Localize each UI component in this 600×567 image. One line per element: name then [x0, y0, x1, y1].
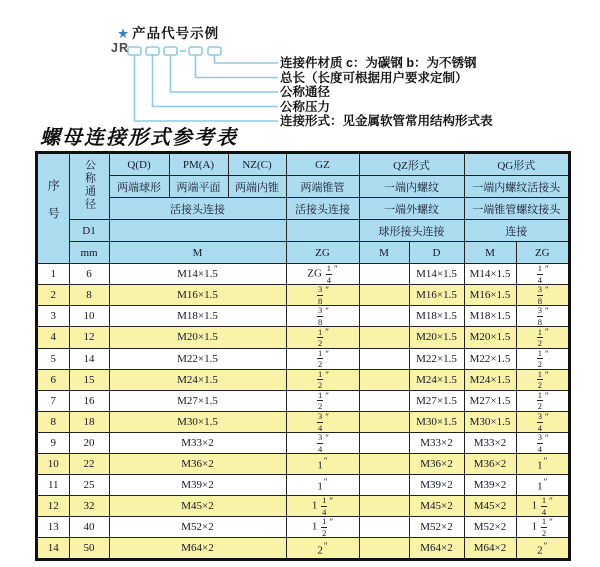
- table-row: [37, 306, 569, 327]
- cell-qg-m: M30×1.5: [464, 411, 516, 432]
- cell-dn-mm: 25: [69, 475, 109, 496]
- cell-gz-zg: $\frac{3}{4}$ ″: [286, 411, 359, 432]
- cell-qg-m: M64×2: [464, 538, 516, 560]
- cell-m-thread: M39×2: [109, 475, 286, 496]
- header-qg-m-label: M: [464, 242, 516, 264]
- header-col-nz: NZ(C): [228, 153, 286, 176]
- cell-qz-m: [359, 411, 409, 432]
- header-q-desc: 两端球形: [109, 176, 169, 198]
- header-qz-conn: 球形接头连接: [359, 220, 464, 242]
- cell-seq: 13: [37, 517, 69, 538]
- cell-qz-d: M27×1.5: [409, 390, 464, 411]
- cell-qg-m: M39×2: [464, 475, 516, 496]
- cell-qz-d: M52×2: [409, 517, 464, 538]
- cell-m-thread: M33×2: [109, 433, 286, 454]
- cell-qg-m: M24×1.5: [464, 369, 516, 390]
- product-code-example-text: 产品代号示例: [132, 26, 220, 41]
- cell-qz-m: [359, 390, 409, 411]
- table-row: [37, 327, 569, 348]
- cell-qz-m: [359, 369, 409, 390]
- cell-qz-m: [359, 306, 409, 327]
- cell-gz-zg: 1″: [286, 475, 359, 496]
- cell-dn-mm: 14: [69, 348, 109, 369]
- cell-qg-m: M14×1.5: [464, 264, 516, 285]
- cell-qg-zg: $\frac{3}{4}$ ″: [516, 411, 569, 432]
- cell-qz-m: [359, 348, 409, 369]
- cell-gz-zg: 1 $\frac{1}{4}$ ″: [286, 496, 359, 517]
- cell-gz-zg: $\frac{3}{4}$ ″: [286, 433, 359, 454]
- cell-seq: 7: [37, 390, 69, 411]
- cell-gz-zg: 1″: [286, 454, 359, 475]
- cell-qz-m: [359, 285, 409, 306]
- cell-qz-d: M14×1.5: [409, 264, 464, 285]
- table-row: [37, 348, 569, 369]
- cell-qg-m: M20×1.5: [464, 327, 516, 348]
- header-gz-desc: 两端锥管: [286, 176, 359, 198]
- header-union-connection: 活接头连接: [109, 198, 286, 220]
- cell-seq: 8: [37, 411, 69, 432]
- cell-seq: 4: [37, 327, 69, 348]
- cell-qz-m: [359, 264, 409, 285]
- header-qz-d-label: D: [409, 242, 464, 264]
- cell-qz-d: M39×2: [409, 475, 464, 496]
- header-m-label: M: [109, 242, 286, 264]
- table-row: [37, 538, 569, 560]
- header-qg-zg-label: ZG: [516, 242, 569, 264]
- cell-qg-m: M52×2: [464, 517, 516, 538]
- code-segment-labels: [280, 56, 493, 129]
- header-col-qz: QZ形式: [359, 153, 464, 176]
- label-nominal-diameter: 公称通径: [280, 85, 331, 99]
- header-seq: 序号: [37, 153, 69, 264]
- cell-qz-d: M16×1.5: [409, 285, 464, 306]
- cell-qg-zg: 1 $\frac{1}{2}$ ″: [516, 517, 569, 538]
- cell-qg-m: M18×1.5: [464, 306, 516, 327]
- cell-dn-mm: 22: [69, 454, 109, 475]
- cell-qg-zg: $\frac{1}{2}$ ″: [516, 348, 569, 369]
- label-connection-type: 连接形式：见金属软管常用结构形式表: [280, 114, 493, 128]
- table-row: [37, 454, 569, 475]
- header-nominal-diameter: 公称通径: [69, 153, 109, 220]
- cell-qz-d: M45×2: [409, 496, 464, 517]
- cell-seq: 6: [37, 369, 69, 390]
- header-qz-desc2: 一端外螺纹: [359, 198, 464, 220]
- cell-qz-m: [359, 454, 409, 475]
- cell-seq: 14: [37, 538, 69, 560]
- cell-m-thread: M36×2: [109, 454, 286, 475]
- cell-seq: 9: [37, 433, 69, 454]
- cell-qg-m: M33×2: [464, 433, 516, 454]
- cell-qg-m: M45×2: [464, 496, 516, 517]
- cell-qg-zg: 1″: [516, 454, 569, 475]
- cell-qz-d: M20×1.5: [409, 327, 464, 348]
- cell-dn-mm: 18: [69, 411, 109, 432]
- header-blank-qpmnz: [109, 220, 286, 242]
- cell-dn-mm: 16: [69, 390, 109, 411]
- cell-dn-mm: 15: [69, 369, 109, 390]
- header-qz-desc1: 一端内螺纹: [359, 176, 464, 198]
- product-code-example-title: [117, 22, 219, 42]
- cell-qg-zg: $\frac{1}{2}$ ″: [516, 369, 569, 390]
- table-row: [37, 390, 569, 411]
- cell-seq: 11: [37, 475, 69, 496]
- header-qg-conn: 连接: [464, 220, 569, 242]
- table-row: [37, 475, 569, 496]
- cell-qg-zg: $\frac{3}{8}$ ″: [516, 306, 569, 327]
- header-qz-m-label: M: [359, 242, 409, 264]
- cell-seq: 10: [37, 454, 69, 475]
- cell-qz-m: [359, 538, 409, 560]
- cell-qz-d: M22×1.5: [409, 348, 464, 369]
- header-pm-desc: 两端平面: [169, 176, 228, 198]
- header-zg-label: ZG: [286, 242, 359, 264]
- header-qg-desc1: 一端内螺纹活接头: [464, 176, 569, 198]
- cell-qg-m: M16×1.5: [464, 285, 516, 306]
- cell-seq: 12: [37, 496, 69, 517]
- table-title: 螺母连接形式参考表: [40, 127, 238, 149]
- cell-m-thread: M52×2: [109, 517, 286, 538]
- cell-dn-mm: 12: [69, 327, 109, 348]
- cell-qz-m: [359, 475, 409, 496]
- cell-seq: 2: [37, 285, 69, 306]
- cell-qg-zg: $\frac{1}{2}$ ″: [516, 390, 569, 411]
- cell-qz-d: M24×1.5: [409, 369, 464, 390]
- table-row: [37, 517, 569, 538]
- cell-gz-zg: $\frac{1}{2}$ ″: [286, 390, 359, 411]
- table-row: [37, 285, 569, 306]
- table-row: [37, 496, 569, 517]
- cell-m-thread: M24×1.5: [109, 369, 286, 390]
- cell-seq: 5: [37, 348, 69, 369]
- cell-dn-mm: 50: [69, 538, 109, 560]
- cell-qz-m: [359, 517, 409, 538]
- cell-seq: 1: [37, 264, 69, 285]
- header-col-q: Q(D): [109, 153, 169, 176]
- cell-qg-zg: 1″: [516, 475, 569, 496]
- star-icon: ★: [117, 26, 131, 41]
- label-connector-material: 连接件材质 c：为碳钢 b：为不锈钢: [280, 56, 477, 70]
- cell-gz-zg: 1 $\frac{1}{2}$ ″: [286, 517, 359, 538]
- leader-lines: [135, 51, 279, 121]
- cell-qz-d: M64×2: [409, 538, 464, 560]
- cell-qg-zg: $\frac{1}{4}$ ″: [516, 264, 569, 285]
- cell-qg-zg: 2″: [516, 538, 569, 560]
- cell-qz-m: [359, 327, 409, 348]
- header-d1: D1: [69, 220, 109, 242]
- cell-m-thread: M45×2: [109, 496, 286, 517]
- cell-dn-mm: 20: [69, 433, 109, 454]
- cell-qg-zg: $\frac{3}{4}$ ″: [516, 433, 569, 454]
- table-row: [37, 369, 569, 390]
- cell-m-thread: M18×1.5: [109, 306, 286, 327]
- cell-qz-d: M30×1.5: [409, 411, 464, 432]
- header-col-qg: QG形式: [464, 153, 569, 176]
- table-row: [37, 411, 569, 432]
- cell-m-thread: M16×1.5: [109, 285, 286, 306]
- cell-gz-zg: ZG $\frac{1}{4}$ ″: [286, 264, 359, 285]
- cell-gz-zg: $\frac{1}{2}$ ″: [286, 348, 359, 369]
- cell-qg-zg: 1 $\frac{1}{4}$ ″: [516, 496, 569, 517]
- cell-qg-m: M27×1.5: [464, 390, 516, 411]
- table-header: [37, 153, 569, 264]
- cell-m-thread: M20×1.5: [109, 327, 286, 348]
- cell-qz-m: [359, 496, 409, 517]
- cell-gz-zg: $\frac{3}{8}$ ″: [286, 306, 359, 327]
- header-blank-gz: [286, 220, 359, 242]
- header-gz-connection: 活接头连接: [286, 198, 359, 220]
- code-segment-boxes: [128, 47, 221, 55]
- cell-gz-zg: 2″: [286, 538, 359, 560]
- cell-qg-m: M22×1.5: [464, 348, 516, 369]
- cell-gz-zg: $\frac{3}{8}$ ″: [286, 285, 359, 306]
- cell-qg-zg: $\frac{3}{8}$ ″: [516, 285, 569, 306]
- cell-gz-zg: $\frac{1}{2}$ ″: [286, 327, 359, 348]
- cell-qz-d: M18×1.5: [409, 306, 464, 327]
- cell-m-thread: M22×1.5: [109, 348, 286, 369]
- nut-connection-reference-table: [36, 152, 570, 560]
- header-col-pm: PM(A): [169, 153, 228, 176]
- cell-m-thread: M64×2: [109, 538, 286, 560]
- cell-m-thread: M30×1.5: [109, 411, 286, 432]
- header-nz-desc: 两端内锥: [228, 176, 286, 198]
- cell-qg-zg: $\frac{1}{2}$ ″: [516, 327, 569, 348]
- header-qg-desc2: 一端锥管螺纹接头: [464, 198, 569, 220]
- table-row: [37, 433, 569, 454]
- cell-dn-mm: 10: [69, 306, 109, 327]
- cell-dn-mm: 40: [69, 517, 109, 538]
- cell-qz-d: M36×2: [409, 454, 464, 475]
- header-mm: mm: [69, 242, 109, 264]
- label-total-length: 总长（长度可根据用户要求定制）: [280, 70, 468, 85]
- cell-dn-mm: 6: [69, 264, 109, 285]
- cell-m-thread: M27×1.5: [109, 390, 286, 411]
- table-row: [37, 264, 569, 285]
- cell-m-thread: M14×1.5: [109, 264, 286, 285]
- cell-dn-mm: 8: [69, 285, 109, 306]
- cell-dn-mm: 32: [69, 496, 109, 517]
- code-prefix: JR: [111, 41, 129, 55]
- cell-qg-m: M36×2: [464, 454, 516, 475]
- cell-seq: 3: [37, 306, 69, 327]
- header-col-gz: GZ: [286, 153, 359, 176]
- cell-qz-m: [359, 433, 409, 454]
- cell-qz-d: M33×2: [409, 433, 464, 454]
- label-nominal-pressure: 公称压力: [280, 99, 331, 114]
- table-body: [37, 264, 569, 560]
- cell-gz-zg: $\frac{1}{2}$ ″: [286, 369, 359, 390]
